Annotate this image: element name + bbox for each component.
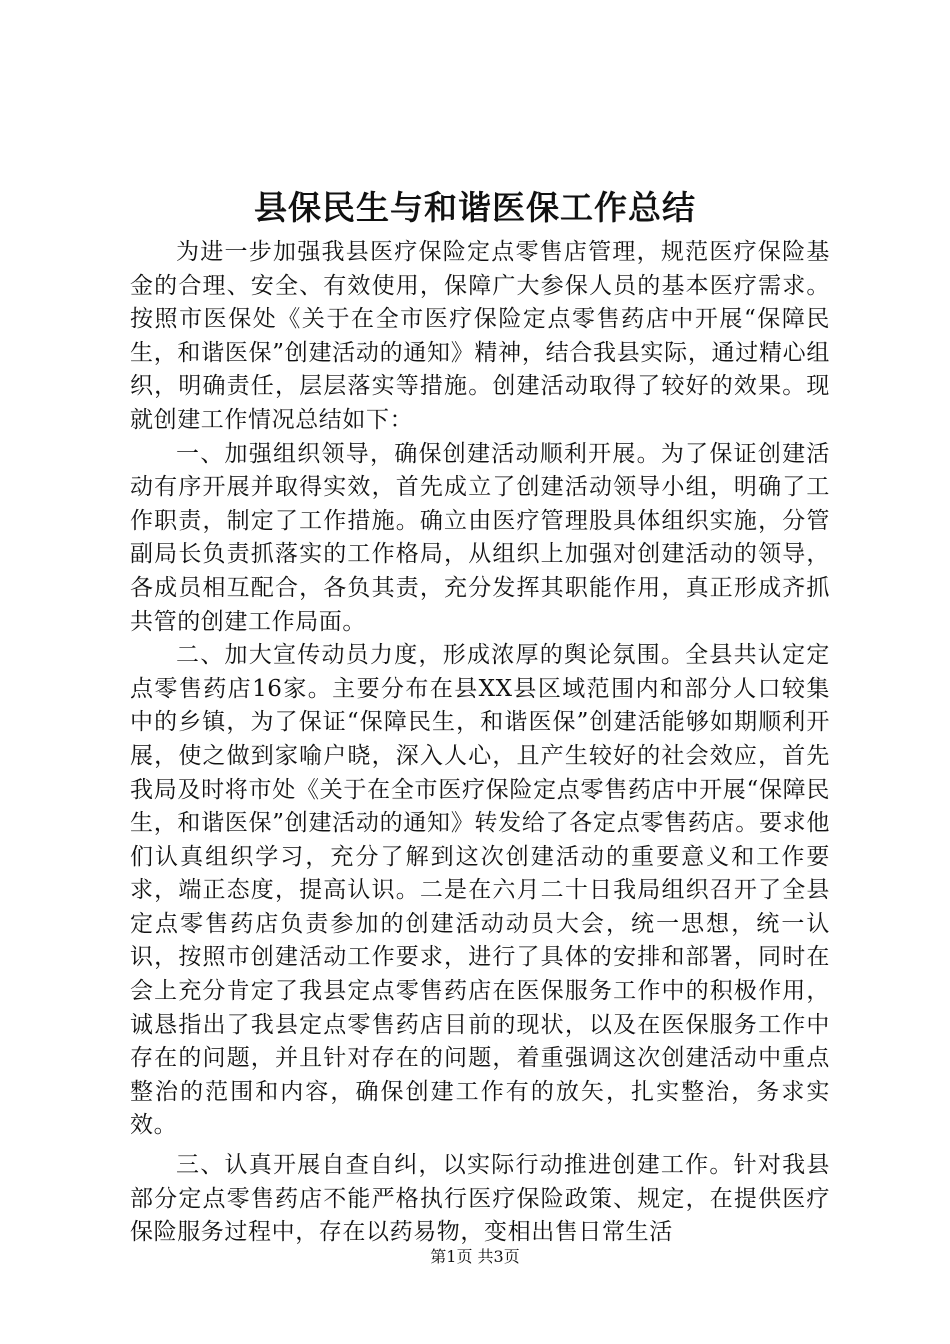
page-number-footer: 第1页 共3页 <box>430 1247 520 1266</box>
paragraph-section-1: 一、加强组织领导，确保创建活动顺利开展。为了保证创建活动有序开展并取得实效，首先成立了创建活动领导小组，明确了工作职责，制定了工作措施。确立由医疗管理股具体组织实施，分管副局长负责抓落实的工作格局，从组织上加强对创建活动的领导，各成员相互配合，各负其责，充分发挥其职能作用，真正形成齐抓共管的创建工作局面。 <box>130 440 830 635</box>
paragraph-section-3: 三、认真开展自查自纠，以实际行动推进创建工作。针对我县部分定点零售药店不能严格执行医疗保险政策、规定，在提供医疗保险服务过程中，存在以药易物，变相出售日常生活 <box>130 1152 830 1246</box>
paragraph-intro: 为进一步加强我县医疗保险定点零售店管理，规范医疗保险基金的合理、安全、有效使用，保障广大参保人员的基本医疗需求。按照市医保处《关于在全市医疗保险定点零售药店中开展“保障民生，和谐医保”创建活动的通知》精神，结合我县实际，通过精心组织，明确责任，层层落实等措施。创建活动取得了较好的效果。现就创建工作情况总结如下： <box>130 239 830 433</box>
document-body <box>130 236 830 1250</box>
paragraph-section-2: 二、加大宣传动员力度，形成浓厚的舆论氛围。全县共认定定点零售药店16家。主要分布在县XX县区域范围内和部分人口较集中的乡镇，为了保证“保障民生，和谐医保”创建活能够如期顺利开展，使之做到家喻户晓，深入人心，且产生较好的社会效应，首先我局及时将市处《关于在全市医疗保险定点零售药店中开展“保障民生，和谐医保”创建活动的通知》转发给了各定点零售药店。要求他们认真组织学习，充分了解到这次创建活动的重要意义和工作要求，端正态度，提高认识。二是在六月二十日我局组织召开了全县定点零售药店负责参加的创建活动动员大会，统一思想，统一认识，按照市创建活动工作要求，进行了具体的安排和部署，同时在会上充分肯定了我县定点零售药店在医保服务工作中的积极作用，诚恳指出了我县定点零售药店目前的现状，以及在医保服务工作中存在的问题，并且针对存在的问题，着重强调这次创建活动中重点整治的范围和内容，确保创建工作有的放矢，扎实整治，务求实效。 <box>130 642 830 1139</box>
document-title: 县保民生与和谐医保工作总结 <box>254 188 696 227</box>
